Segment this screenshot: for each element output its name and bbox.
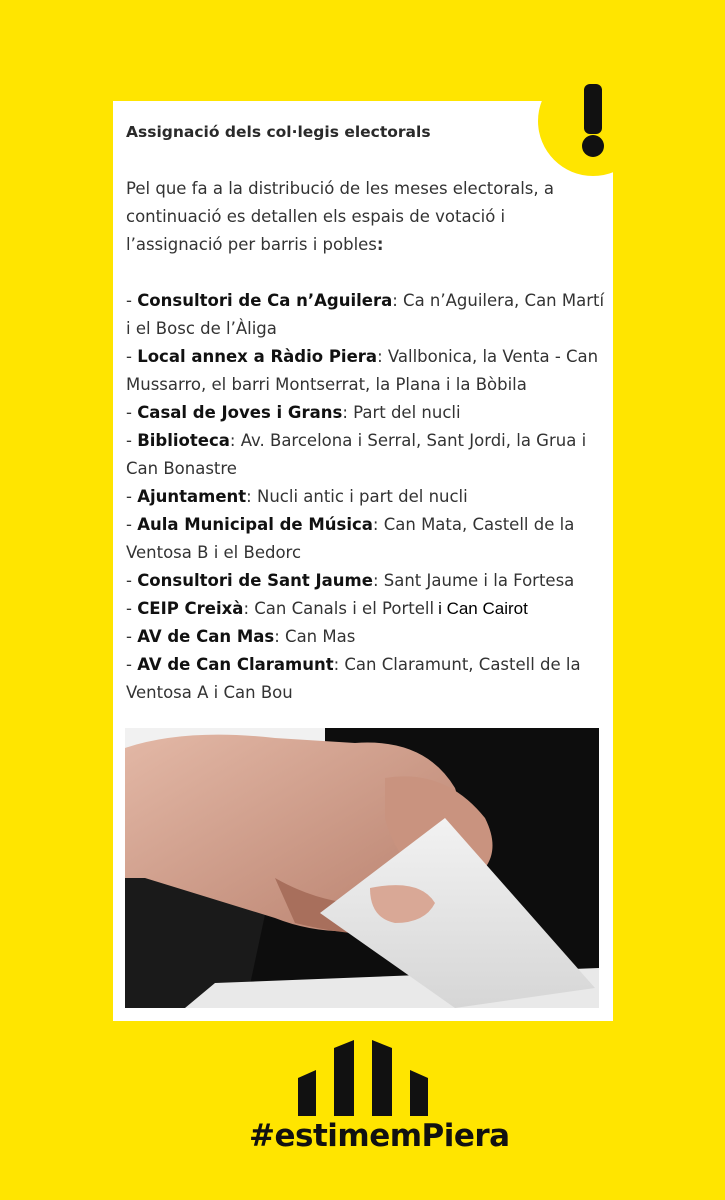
station-areas: Av. Barcelona i Serral, Sant Jordi, la Grua i Can Bonastre [126,431,587,478]
party-logo [298,1040,428,1120]
exclamation-icon [538,66,648,176]
station-areas: Can Canals i el Portell [254,599,435,618]
station-name: Biblioteca [137,431,230,450]
station-name: Aula Municipal de Música [137,515,373,534]
intro-colon: : [376,235,384,254]
polling-stations-list [126,287,608,707]
list-item: - AV de Can Claramunt: Can Claramunt, Castell de la Ventosa A i Can Bou [126,655,581,702]
station-areas: Can Mas [285,627,356,646]
list-item: - Aula Municipal de Música: Can Mata, Castell de la Ventosa B i el Bedorc [126,515,575,562]
list-item: - CEIP Creixà: Can Canals i el Portell i Can Cairot [126,599,528,618]
station-name: Casal de Joves i Grans [137,403,343,422]
info-card [113,101,613,1021]
list-item: - Biblioteca: Av. Barcelona i Serral, Sant Jordi, la Grua i Can Bonastre [126,431,587,478]
list-item: - Consultori de Ca n’Aguilera: Ca n’Aguilera, Can Martí i el Bosc de l’Àliga [126,291,605,338]
station-areas: Sant Jaume i la Fortesa [383,571,575,590]
station-areas: Part del nucli [353,403,461,422]
ballot-photo [125,728,599,1008]
list-item: - Local annex a Ràdio Piera: Vallbonica, la Venta - Can Mussarro, el barri Montserrat, la Plana i la Bòbila [126,347,599,394]
station-areas: Ca n’Aguilera, Can Martí i el Bosc de l’Àliga [126,291,605,338]
station-areas: Can Claramunt, Castell de la Ventosa A i Can Bou [126,655,581,702]
station-name: Consultori de Sant Jaume [137,571,373,590]
intro-text [126,175,606,259]
station-areas: Nucli antic i part del nucli [256,487,468,506]
station-name: CEIP Creixà [137,599,244,618]
station-areas: Can Mata, Castell de la Ventosa B i el Bedorc [126,515,575,562]
list-item: - Casal de Joves i Grans: Part del nucli [126,403,461,422]
station-name: Local annex a Ràdio Piera [137,347,378,366]
list-item: - Consultori de Sant Jaume: Sant Jaume i la Fortesa [126,571,575,590]
station-name: AV de Can Mas [137,627,275,646]
intro-body: Pel que fa a la distribució de les meses electorals, a continuació es detallen els espais de votació i l’assignació per barris i pobles [126,179,555,254]
list-item: - AV de Can Mas: Can Mas [126,627,356,646]
station-name: Ajuntament [137,487,247,506]
hashtag-text: #estimemPiera [249,1118,510,1154]
list-item: - Ajuntament: Nucli antic i part del nucli [126,487,468,506]
station-name: Consultori de Ca n’Aguilera [137,291,393,310]
card-title: Assignació dels col·legis electorals [126,123,431,141]
station-areas: Vallbonica, la Venta - Can Mussarro, el barri Montserrat, la Plana i la Bòbila [126,347,599,394]
station-name: AV de Can Claramunt [137,655,334,674]
handwritten-addition: i Can Cairot [438,599,528,618]
